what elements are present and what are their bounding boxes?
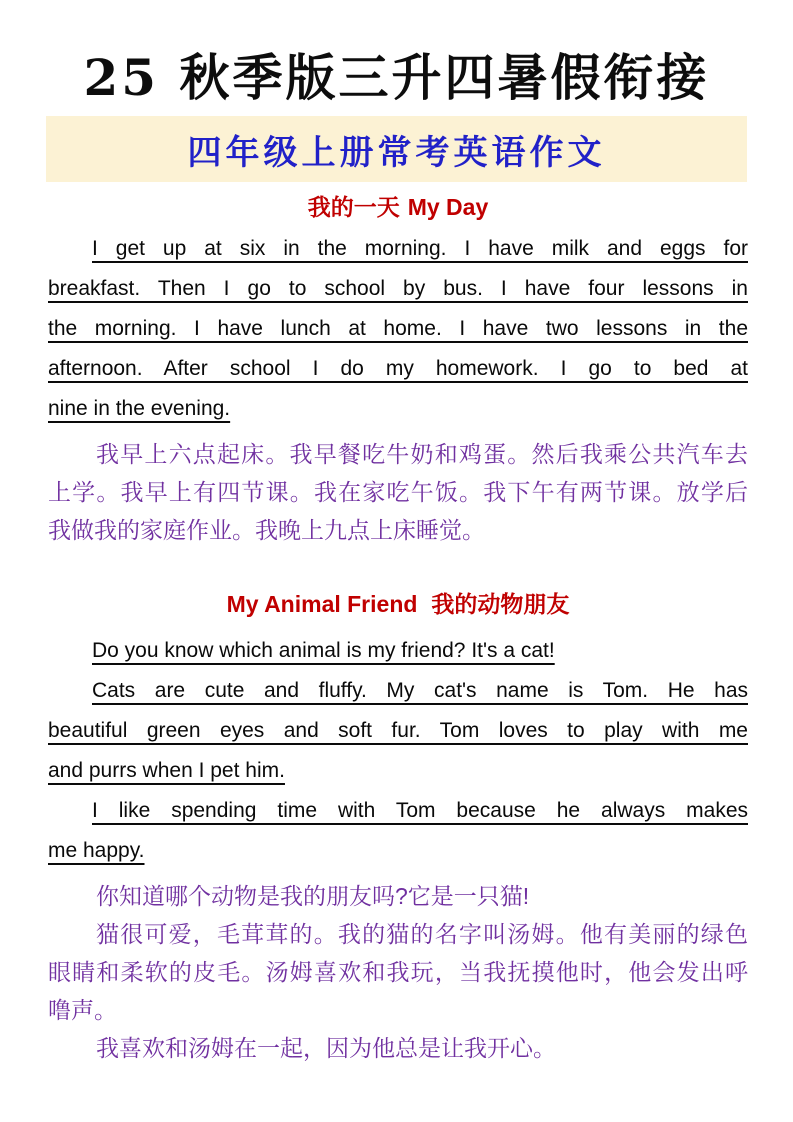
text-line: the morning. I have lunch at home. I have two lessons in the: [48, 317, 748, 340]
essay2-heading-zh: 我的动物朋友: [431, 591, 570, 617]
text-line: breakfast. Then I go to school by bus. I have four lessons in: [48, 277, 748, 300]
text-line: Cats are cute and fluffy. My cat's name is Tom. He has: [92, 679, 748, 702]
essay1-heading-en: My Day: [407, 194, 489, 220]
essay1-english-paragraph: [48, 229, 748, 429]
text-line: I like spending time with Tom because he always makes: [92, 799, 748, 822]
essay2-english-paragraphs: [48, 631, 748, 871]
essay1-heading-zh: 我的一天: [307, 194, 400, 220]
text-line: Do you know which animal is my friend? It's a cat!: [92, 639, 555, 662]
text-line: 你知道哪个动物是我的朋友吗?它是一只猫!: [96, 883, 530, 909]
text-line: 我早上六点起床。我早餐吃牛奶和鸡蛋。然后我乘公共汽车去: [96, 441, 748, 467]
subtitle-band: [46, 116, 747, 182]
subtitle: 四年级上册常考英语作文: [187, 134, 606, 172]
text-line: afternoon. After school I do my homework. I go to bed at: [48, 357, 748, 380]
text-line: beautiful green eyes and soft fur. Tom loves to play with me: [48, 719, 748, 742]
essay2-heading: [48, 589, 748, 619]
text-line: 噜声。: [48, 997, 117, 1023]
essay2-heading-en: My Animal Friend: [226, 591, 418, 617]
page-title: 25 秋季版三升四暑假衔接: [83, 48, 710, 107]
text-line: I get up at six in the morning. I have milk and eggs for: [92, 237, 748, 260]
text-line: nine in the evening.: [48, 397, 231, 420]
essay2-chinese-translation: [48, 877, 748, 1067]
text-line: me happy.: [48, 839, 145, 862]
content-area: [48, 192, 748, 1067]
text-line: 眼睛和柔软的皮毛。汤姆喜欢和我玩，当我抚摸他时，他会发出呼: [48, 959, 748, 985]
text-line: 我做我的家庭作业。我晚上九点上床睡觉。: [48, 517, 485, 543]
essay1-chinese-translation: [48, 435, 748, 549]
text-line: and purrs when I pet him.: [48, 759, 285, 782]
text-line: 我喜欢和汤姆在一起，因为他总是让我开心。: [96, 1035, 556, 1061]
text-line: 猫很可爱，毛茸茸的。我的猫的名字叫汤姆。他有美丽的绿色: [96, 921, 748, 947]
text-line: 上学。我早上有四节课。我在家吃午饭。我下午有两节课。放学后: [48, 479, 748, 505]
essay1-heading: [48, 192, 748, 222]
